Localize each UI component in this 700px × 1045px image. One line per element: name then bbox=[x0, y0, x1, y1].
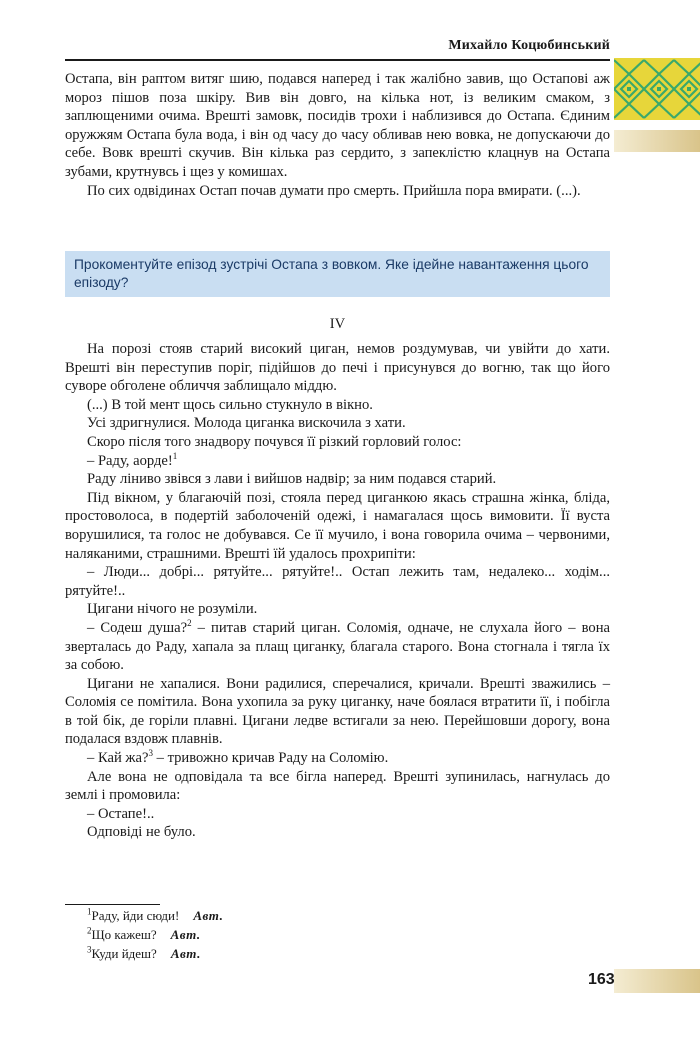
text-block-section-iv bbox=[65, 340, 610, 842]
paragraph: – Остапе!.. bbox=[87, 805, 155, 822]
footnote-author: Авт. bbox=[170, 946, 201, 961]
paragraph: По сих одвідинах Остап почав думати про смерть. Прийшла пора вмирати. (...). bbox=[87, 182, 581, 199]
paragraph bbox=[65, 452, 610, 471]
footnote-number: 3 bbox=[87, 944, 92, 955]
footnote-mark: 3 bbox=[148, 748, 153, 759]
paragraph: Цигани нічого не розуміли. bbox=[87, 601, 258, 618]
paragraph: Скоро після того знадвору почувся її різкий горловий голос: bbox=[87, 433, 462, 450]
dialogue-continuation: – питав старий циган. Соломія, одначе, не слухала його – вона зверталась до Раду, хапала за плащ циганку, благала старого. Вона стогнала і тягла їх за собою. bbox=[65, 619, 610, 674]
footnotes bbox=[87, 906, 487, 963]
paragraph bbox=[65, 749, 610, 768]
text-block-intro bbox=[65, 70, 610, 200]
dialogue-line: – Раду, аорде! bbox=[87, 452, 173, 469]
paragraph: Цигани не хапалися. Вони радилися, сперечалися, кричали. Врешті зважились – Соломія се помітила. Вона ухопила за руку циганку, наче боялася втратити її, і побігла в той бік, де горіли плавні. Цигани ледве встигали за нею. Перейшовши дорогу, вона подалася вздовж плавнів. bbox=[65, 675, 610, 748]
paragraph: – Люди... добрі... рятуйте... рятуйте!.. Остап лежить там, недалеко... ходім... рятуйте!.. bbox=[65, 564, 610, 599]
paragraph: Усі здригнулися. Молода циганка вискочила з хати. bbox=[87, 415, 406, 432]
page-number: 163 bbox=[588, 971, 615, 988]
paragraph: Одповіді не було. bbox=[87, 824, 196, 841]
paragraph: (...) В той мент щось сильно стукнуло в вікно. bbox=[87, 396, 373, 413]
footnote bbox=[87, 906, 487, 925]
paragraph: На порозі стояв старий високий циган, немов роздумував, чи увійти до хати. Врешті він переступив поріг, підійшов до печі і присунувся до вогню, так що його суворе обголене обличчя заблищало міддю. bbox=[65, 341, 610, 395]
footnote-mark: 2 bbox=[187, 618, 192, 629]
paragraph: Але вона не одповідала та все бігла наперед. Врешті зупинилась, нагнулась до землі і промовила: bbox=[65, 768, 610, 804]
header-rule bbox=[65, 59, 610, 61]
footnote bbox=[87, 944, 487, 963]
dialogue-line: – Содеш душа? bbox=[87, 619, 188, 636]
footnote-number: 1 bbox=[87, 906, 92, 917]
footnote-mark: 1 bbox=[172, 450, 178, 461]
paragraph bbox=[65, 619, 610, 675]
header-author: Михайло Коцюбинський bbox=[448, 38, 610, 53]
footnote-rule bbox=[65, 904, 160, 905]
embroidery-ornament-icon bbox=[614, 58, 700, 120]
section-number: IV bbox=[329, 316, 346, 332]
footnote-text: Що кажеш? bbox=[91, 927, 157, 942]
footnote-text: Куди йдеш? bbox=[91, 946, 157, 961]
page-edge-tab bbox=[614, 130, 700, 152]
task-box: Прокоментуйте епізод зустрічі Остапа з вовком. Яке ідейне навантаження цього епізоду? bbox=[65, 251, 610, 297]
dialogue-line: – Кай жа? bbox=[87, 750, 149, 767]
footnote-author: Авт. bbox=[193, 908, 224, 923]
paragraph: Остапа, він раптом витяг шию, подався наперед і так жалібно завив, що Остапові аж мороз пішов поза шкіру. Вив він довго, на кілька нот, із великим смаком, з заплющеними очима. Врешті замовк, посидів трохи і наблизився до Остапа. Єдиним оружжям Остапа була вода, і він од часу до часу обливав нею вовка, не допускаючи до себе. Вовк врешті скучив. Він кілька раз сердито, з запеклістю клацнув на Остапа зубами, крутнувсь і щез у комишах. bbox=[65, 71, 610, 180]
page-edge-tab bbox=[614, 969, 700, 993]
footnote-text: Раду, йди сюди! bbox=[91, 908, 180, 923]
paragraph: Раду ліниво звівся з лави і вийшов надвір; за ним подався старий. bbox=[87, 471, 497, 488]
paragraph: Під вікном, у благаючій позі, стояла перед циганкою якась страшна жінка, бліда, простоволоса, в подертій заболоченій одежі, і намагалася щось вимовити. Її вуста ворушилися, та голос не добувався. Се її мучило, і вона говорила очима – червоними, наляканими, страшними. Врешті їй удалось прохрипіти: bbox=[65, 489, 610, 562]
footnote-author: Авт. bbox=[170, 927, 201, 942]
dialogue-continuation: – тривожно кричав Раду на Соломію. bbox=[152, 750, 389, 767]
footnote-number: 2 bbox=[87, 925, 92, 936]
footnote bbox=[87, 925, 487, 944]
